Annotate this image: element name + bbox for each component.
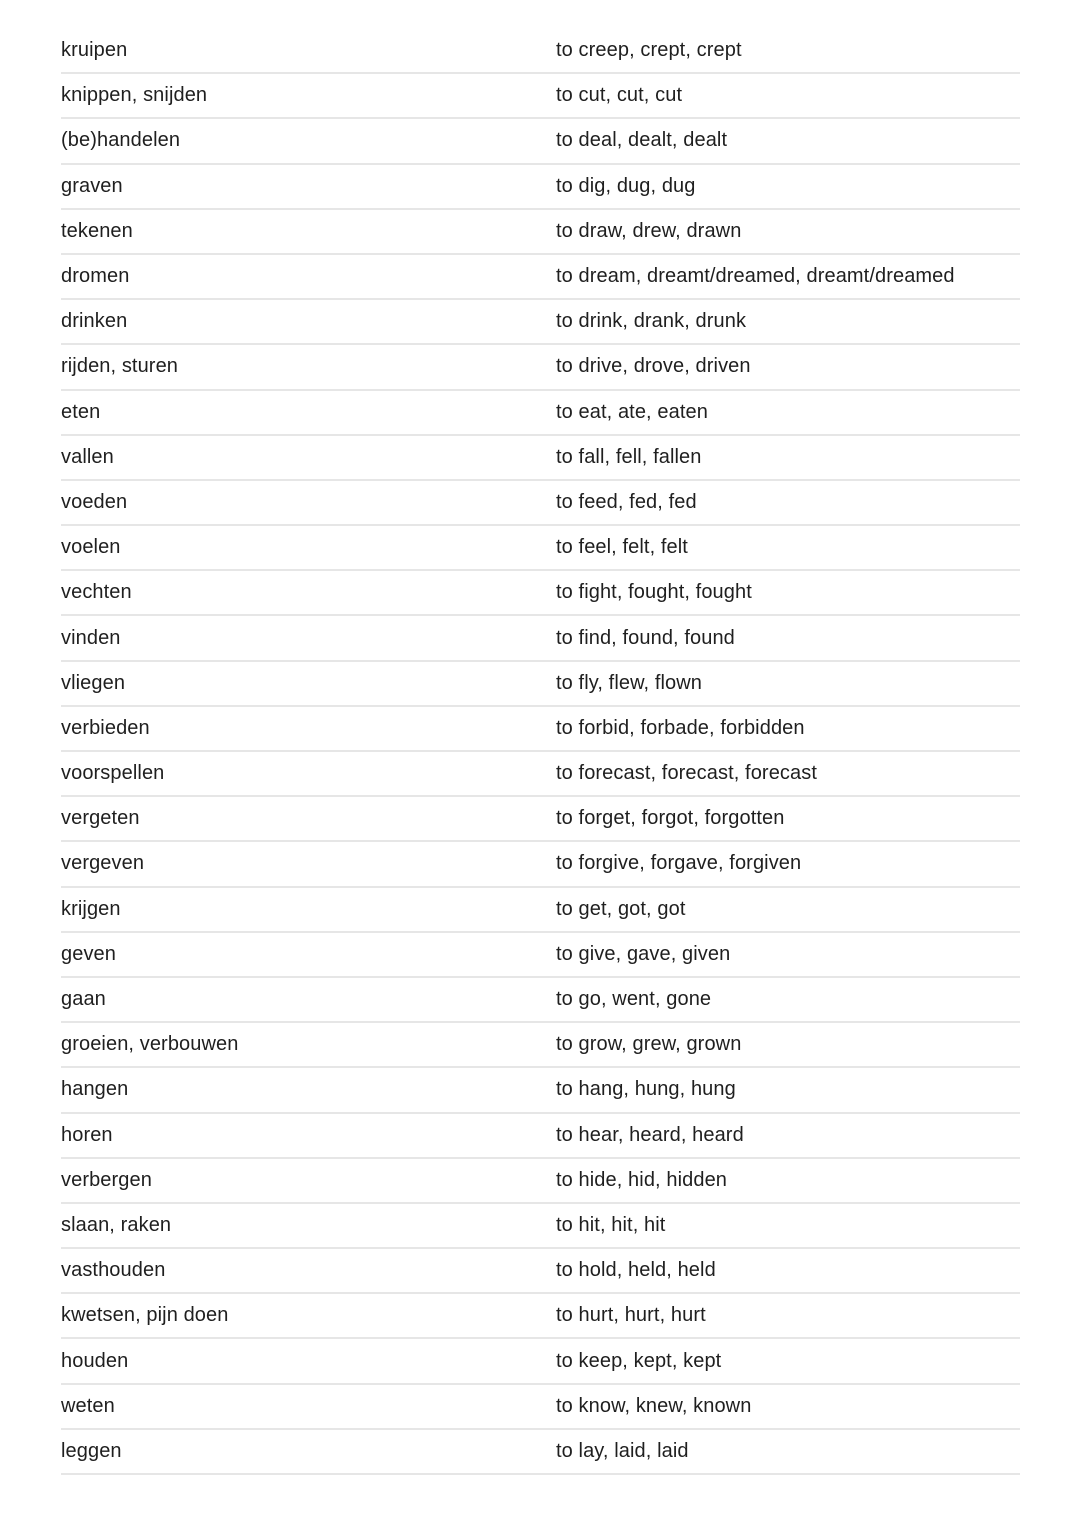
dutch-verb-cell: slaan, raken — [61, 1213, 172, 1236]
table-row — [61, 74, 1020, 119]
dutch-verb-cell: groeien, verbouwen — [61, 1033, 239, 1056]
dutch-verb-cell: geven — [61, 942, 116, 965]
english-verb-forms-cell: to forgive, forgave, forgiven — [556, 852, 802, 875]
dutch-verb-cell: drinken — [61, 310, 128, 333]
table-row — [61, 707, 1020, 752]
dutch-verb-cell: weten — [61, 1394, 115, 1417]
table-row — [61, 300, 1020, 345]
vocabulary-table — [61, 29, 1020, 1475]
table-row — [61, 345, 1020, 390]
table-row — [61, 210, 1020, 255]
dutch-verb-cell: dromen — [61, 265, 130, 288]
dutch-verb-cell: vasthouden — [61, 1259, 166, 1282]
dutch-verb-cell: vergeven — [61, 852, 145, 875]
english-verb-forms-cell: to go, went, gone — [556, 988, 712, 1011]
english-verb-forms-cell: to give, gave, given — [556, 942, 731, 965]
english-verb-forms-cell: to know, knew, known — [556, 1394, 752, 1417]
english-verb-forms-cell: to hang, hung, hung — [556, 1078, 736, 1101]
dutch-verb-cell: leggen — [61, 1439, 122, 1462]
table-row — [61, 1339, 1020, 1384]
english-verb-forms-cell: to eat, ate, eaten — [556, 400, 708, 423]
table-row — [61, 888, 1020, 933]
table-row — [61, 255, 1020, 300]
table-row — [61, 481, 1020, 526]
table-row — [61, 1159, 1020, 1204]
table-row — [61, 1204, 1020, 1249]
dutch-verb-cell: houden — [61, 1349, 129, 1372]
table-row — [61, 1249, 1020, 1294]
table-row — [61, 616, 1020, 661]
table-row — [61, 391, 1020, 436]
english-verb-forms-cell: to hear, heard, heard — [556, 1123, 744, 1146]
dutch-verb-cell: kruipen — [61, 39, 128, 62]
dutch-verb-cell: vallen — [61, 445, 114, 468]
table-row — [61, 797, 1020, 842]
english-verb-forms-cell: to draw, drew, drawn — [556, 219, 742, 242]
table-row — [61, 1023, 1020, 1068]
dutch-verb-cell: tekenen — [61, 219, 133, 242]
dutch-verb-cell: verbieden — [61, 716, 150, 739]
english-verb-forms-cell: to hide, hid, hidden — [556, 1168, 728, 1191]
table-row — [61, 933, 1020, 978]
english-verb-forms-cell: to feel, felt, felt — [556, 536, 688, 559]
dutch-verb-cell: voeden — [61, 490, 128, 513]
english-verb-forms-cell: to forbid, forbade, forbidden — [556, 716, 805, 739]
dutch-verb-cell: gaan — [61, 988, 106, 1011]
dutch-verb-cell: (be)handelen — [61, 129, 181, 152]
table-row — [61, 1068, 1020, 1113]
english-verb-forms-cell: to fall, fell, fallen — [556, 445, 702, 468]
dutch-verb-cell: hangen — [61, 1078, 129, 1101]
table-row — [61, 1430, 1020, 1475]
dutch-verb-cell: verbergen — [61, 1168, 152, 1191]
table-row — [61, 978, 1020, 1023]
table-row — [61, 662, 1020, 707]
dutch-verb-cell: eten — [61, 400, 101, 423]
english-verb-forms-cell: to feed, fed, fed — [556, 490, 697, 513]
table-row — [61, 165, 1020, 210]
english-verb-forms-cell: to grow, grew, grown — [556, 1033, 742, 1056]
dutch-verb-cell: horen — [61, 1123, 113, 1146]
english-verb-forms-cell: to drink, drank, drunk — [556, 310, 747, 333]
table-row — [61, 1294, 1020, 1339]
english-verb-forms-cell: to keep, kept, kept — [556, 1349, 722, 1372]
dutch-verb-cell: voorspellen — [61, 762, 165, 785]
english-verb-forms-cell: to creep, crept, crept — [556, 39, 742, 62]
english-verb-forms-cell: to hurt, hurt, hurt — [556, 1304, 706, 1327]
table-row — [61, 842, 1020, 887]
english-verb-forms-cell: to get, got, got — [556, 897, 686, 920]
english-verb-forms-cell: to find, found, found — [556, 626, 735, 649]
english-verb-forms-cell: to drive, drove, driven — [556, 355, 751, 378]
english-verb-forms-cell: to dream, dreamt/dreamed, dreamt/dreamed — [556, 265, 955, 288]
english-verb-forms-cell: to lay, laid, laid — [556, 1439, 689, 1462]
dutch-verb-cell: vergeten — [61, 807, 140, 830]
english-verb-forms-cell: to hit, hit, hit — [556, 1213, 666, 1236]
english-verb-forms-cell: to forecast, forecast, forecast — [556, 762, 817, 785]
table-row — [61, 752, 1020, 797]
dutch-verb-cell: vliegen — [61, 671, 126, 694]
table-row — [61, 1114, 1020, 1159]
english-verb-forms-cell: to deal, dealt, dealt — [556, 129, 728, 152]
table-row — [61, 29, 1020, 74]
english-verb-forms-cell: to fly, flew, flown — [556, 671, 703, 694]
english-verb-forms-cell: to fight, fought, fought — [556, 581, 752, 604]
english-verb-forms-cell: to cut, cut, cut — [556, 84, 683, 107]
dutch-verb-cell: vinden — [61, 626, 121, 649]
table-row — [61, 1385, 1020, 1430]
table-row — [61, 119, 1020, 164]
dutch-verb-cell: krijgen — [61, 897, 121, 920]
dutch-verb-cell: vechten — [61, 581, 132, 604]
dutch-verb-cell: knippen, snijden — [61, 84, 208, 107]
english-verb-forms-cell: to dig, dug, dug — [556, 174, 696, 197]
table-row — [61, 526, 1020, 571]
dutch-verb-cell: kwetsen, pijn doen — [61, 1304, 229, 1327]
dutch-verb-cell: voelen — [61, 536, 121, 559]
table-row — [61, 571, 1020, 616]
dutch-verb-cell: rijden, sturen — [61, 355, 179, 378]
english-verb-forms-cell: to forget, forgot, forgotten — [556, 807, 785, 830]
table-row — [61, 436, 1020, 481]
english-verb-forms-cell: to hold, held, held — [556, 1259, 716, 1282]
dutch-verb-cell: graven — [61, 174, 123, 197]
